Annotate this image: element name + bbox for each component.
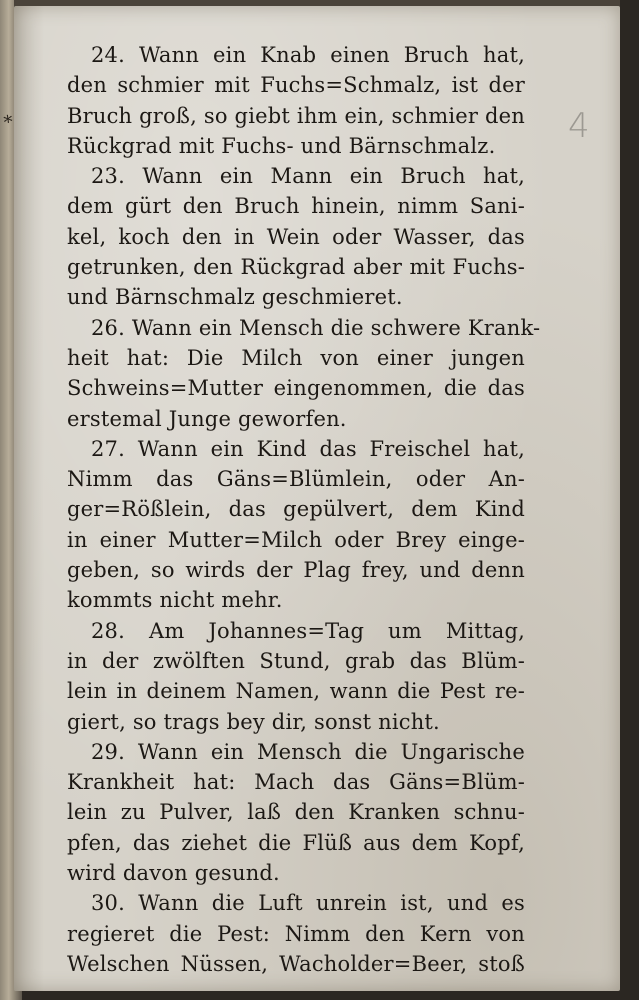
text-line: pfen, das ziehet die Flüß aus dem Kopf, — [67, 830, 525, 855]
text-line: 28. Am Johannes=Tag um Mittag, — [91, 618, 525, 643]
text-line: dem gürt den Bruch hinein, nimm Sani- — [67, 194, 525, 219]
text-line: in der zwölften Stund, grab das Blüm- — [67, 648, 525, 673]
text-line: erstemal Junge geworfen. — [67, 406, 347, 431]
text-line: kel, koch den in Wein oder Wasser, das — [67, 224, 525, 249]
text-line: lein in deinem Namen, wann die Pest re- — [67, 679, 525, 704]
text-line: Rückgrad mit Fuchs- und Bärnschmalz. — [67, 133, 496, 158]
text-line: kommts nicht mehr. — [67, 588, 283, 613]
margin-mark: * — [2, 111, 15, 134]
text-line: Welschen Nüssen, Wacholder=Beer, stoß — [67, 951, 525, 976]
page-text-block — [67, 40, 541, 979]
text-line: giert, so trags bey dir, sonst nicht. — [67, 709, 440, 734]
text-line: 24. Wann ein Knab einen Bruch hat, — [91, 43, 525, 67]
text-line: Nimm das Gäns=Blümlein, oder An- — [67, 467, 525, 492]
text-line: regieret die Pest: Nimm den Kern von — [67, 921, 525, 946]
text-line: in einer Mutter=Milch oder Brey einge- — [67, 527, 525, 552]
text-line: und Bärnschmalz geschmieret. — [67, 285, 403, 310]
text-line: 23. Wann ein Mann ein Bruch hat, — [91, 164, 525, 189]
text-line: 30. Wann die Luft unrein ist, und es — [91, 891, 525, 916]
pencil-annotation: 4 — [568, 106, 590, 146]
text-line: lein zu Pulver, laß den Kranken schnu- — [67, 800, 525, 825]
text-line: geben, so wirds der Plag frey, und denn — [67, 558, 525, 583]
text-line: Krankheit hat: Mach das Gäns=Blüm- — [67, 770, 525, 795]
text-line: 29. Wann ein Mensch die Ungarische — [91, 739, 525, 764]
text-line: Bruch groß, so giebt ihm ein, schmier den — [67, 103, 525, 128]
text-line: ger=Rößlein, das gepülvert, dem Kind — [67, 497, 525, 522]
text-line: 27. Wann ein Kind das Freischel hat, — [91, 436, 525, 461]
text-line: wird davon gesund. — [67, 861, 280, 886]
text-line: getrunken, den Rückgrad aber mit Fuchs- — [67, 255, 525, 280]
text-line: Schweins=Mutter eingenommen, die das — [67, 376, 525, 401]
text-line: 26. Wann ein Mensch die schwere Krank- — [91, 315, 541, 340]
text-line: heit hat: Die Milch von einer jungen — [67, 345, 525, 370]
text-line: den schmier mit Fuchs=Schmalz, ist der — [67, 73, 525, 98]
